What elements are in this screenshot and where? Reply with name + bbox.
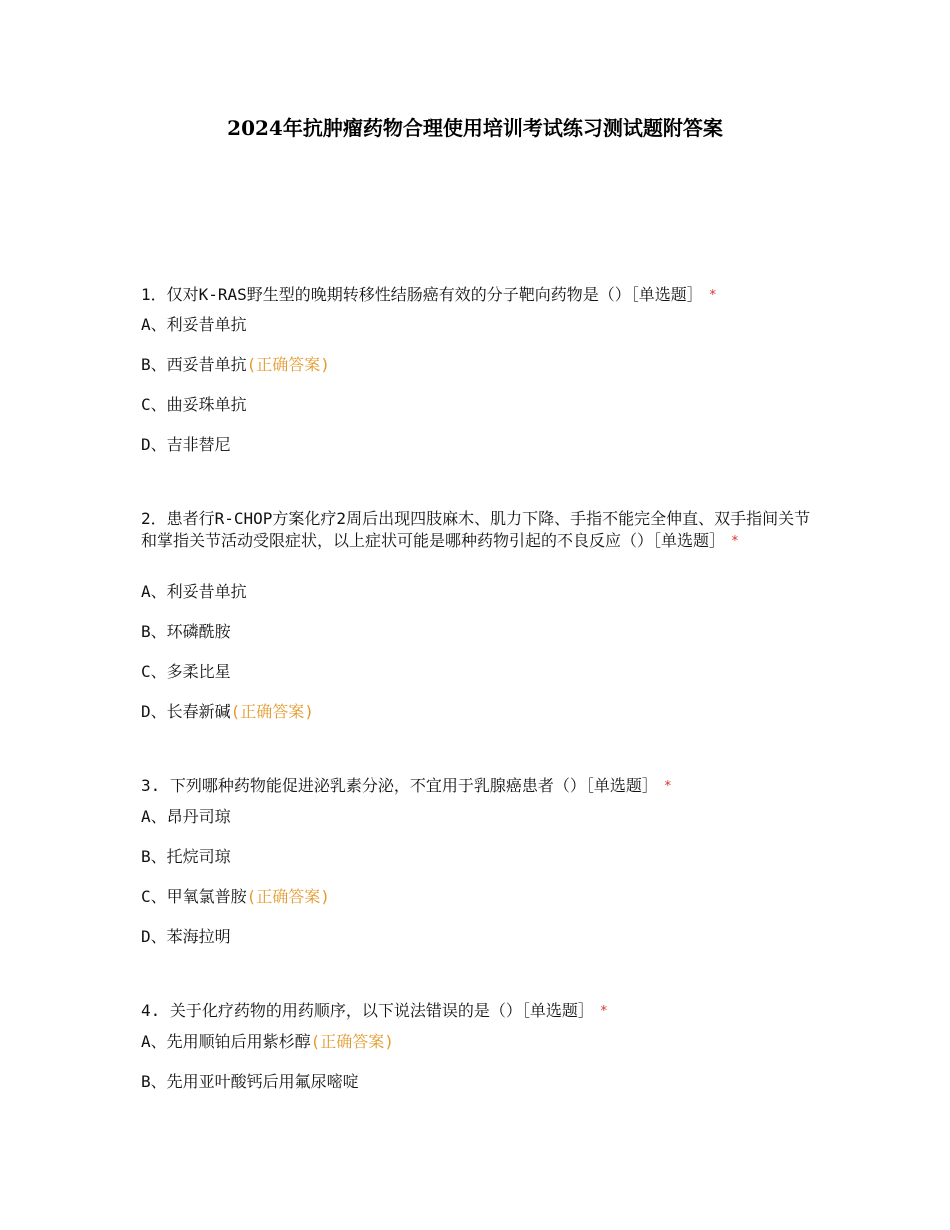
question-4-option-b (141, 1071, 359, 1093)
option-text: D、吉非替尼 (141, 435, 231, 454)
question-3-option-d (141, 926, 231, 948)
question-4 (141, 1000, 821, 1023)
option-text: C、多柔比星 (141, 662, 231, 681)
question-2-stem: 2．患者行R-CHOP方案化疗2周后出现四肢麻木、肌力下降、手指不能完全伸直、双手指间关节和掌指关节活动受限症状，以上症状可能是哪种药物引起的不良反应（）［单选题］ (141, 509, 811, 550)
question-3-stem: 3. 下列哪种药物能促进泌乳素分泌，不宜用于乳腺癌患者（）［单选题］ (141, 776, 658, 795)
correct-answer-label: (正确答案) (246, 887, 330, 906)
option-text: C、曲妥珠单抗 (141, 395, 247, 414)
option-text: A、先用顺铂后用紫杉醇 (141, 1032, 311, 1051)
option-text: A、利妥昔单抗 (141, 315, 247, 334)
question-1 (141, 284, 821, 307)
option-text: A、昂丹司琼 (141, 807, 231, 826)
option-text: B、托烷司琼 (141, 847, 231, 866)
question-1-option-d (141, 434, 231, 456)
correct-answer-label: (正确答案) (310, 1032, 394, 1051)
required-asterisk: * (599, 1004, 608, 1019)
required-asterisk: * (663, 779, 672, 794)
question-3 (141, 775, 821, 798)
question-2-option-c (141, 661, 231, 683)
question-4-option-a (141, 1031, 394, 1053)
option-text: D、苯海拉明 (141, 927, 231, 946)
correct-answer-label: (正确答案) (246, 355, 330, 374)
option-text: B、环磷酰胺 (141, 622, 231, 641)
option-text: A、利妥昔单抗 (141, 582, 247, 601)
question-2-option-a (141, 581, 247, 603)
option-text: B、西妥昔单抗 (141, 355, 247, 374)
question-3-option-c (141, 886, 330, 908)
question-2 (141, 508, 821, 553)
required-asterisk: * (731, 534, 739, 549)
question-1-option-a (141, 314, 247, 336)
option-text: C、甲氧氯普胺 (141, 887, 247, 906)
question-1-option-c (141, 394, 247, 416)
option-text: B、先用亚叶酸钙后用氟尿嘧啶 (141, 1072, 359, 1091)
required-asterisk: * (708, 288, 717, 303)
question-3-option-b (141, 846, 231, 868)
question-4-stem: 4. 关于化疗药物的用药顺序，以下说法错误的是（）［单选题］ (141, 1001, 594, 1020)
option-text: D、长春新碱 (141, 702, 231, 721)
correct-answer-label: (正确答案) (230, 702, 314, 721)
question-1-option-b (141, 354, 330, 376)
document-title: 2024年抗肿瘤药物合理使用培训考试练习测试题附答案 (227, 116, 723, 140)
question-2-option-d (141, 701, 314, 723)
question-1-stem: 1．仅对K-RAS野生型的晚期转移性结肠癌有效的分子靶向药物是（）［单选题］ (141, 285, 703, 304)
question-2-option-b (141, 621, 231, 643)
question-3-option-a (141, 806, 231, 828)
